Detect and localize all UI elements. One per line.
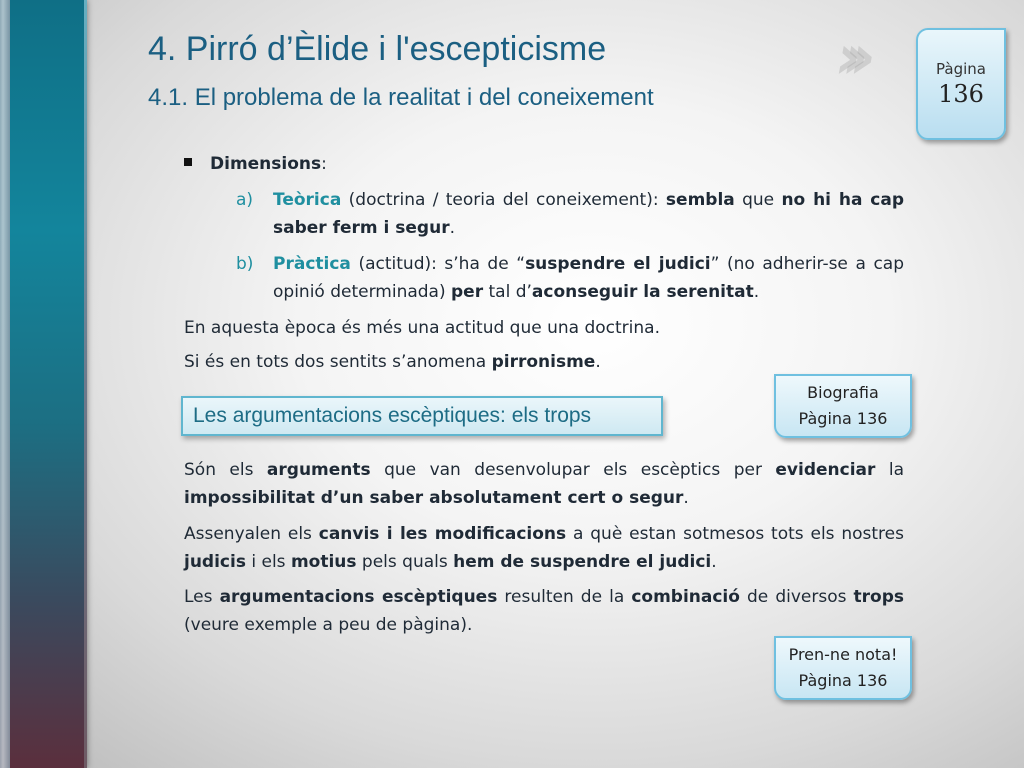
item-text: Pràctica (actitud): s’ha de “suspendre el judici” (no adherir-se a cap opinió determinada) per tal d’aconseguir la serenitat. xyxy=(273,254,904,302)
note-line: Pàgina 136 xyxy=(798,671,888,690)
note-line: Biografia xyxy=(807,383,879,402)
biografia-link[interactable] xyxy=(774,374,912,438)
note-line: Pren-ne nota! xyxy=(788,645,898,664)
dimensions-bullet xyxy=(184,150,327,178)
pren-ne-nota-link[interactable] xyxy=(774,636,912,700)
note-line: Pàgina 136 xyxy=(798,409,888,428)
sidebar-stripe xyxy=(0,0,10,768)
page-reference-box[interactable] xyxy=(916,28,1006,140)
sidebar-band xyxy=(0,0,84,768)
square-bullet-icon xyxy=(184,158,192,166)
paragraph-pirronisme: Si és en tots dos sentits s’anomena pirronisme. xyxy=(184,352,601,372)
sidebar-edge xyxy=(84,0,87,768)
item-text: Teòrica (doctrina / teoria del coneixement): sembla que no hi ha cap saber ferm i segur. xyxy=(273,190,904,238)
list-item-practica xyxy=(236,250,904,306)
section-heading-trops: Les argumentacions escèptiques: els trops xyxy=(181,396,663,436)
paragraph-canvis: Assenyalen els canvis i les modificacions a què estan sotmesos tots els nostres judicis i els motius pels quals hem de suspendre el judici. xyxy=(184,524,904,572)
paragraph-trops: Les argumentacions escèptiques resulten de la combinació de diversos trops (veure exemple a peu de pàgina). xyxy=(184,587,905,635)
item-marker: a) xyxy=(236,190,254,210)
page-number: 136 xyxy=(938,80,984,108)
chevron-decoration-icon: ››› xyxy=(829,20,866,93)
page-label: Pàgina xyxy=(936,60,986,78)
list-item-teorica xyxy=(236,186,904,242)
item-marker: b) xyxy=(236,254,254,274)
slide-subtitle: 4.1. El problema de la realitat i del coneixement xyxy=(148,84,654,111)
paragraph-epoca: En aquesta època és més una actitud que una doctrina. xyxy=(184,318,660,338)
slide-title: 4. Pirró d’Èlide i l'escepticisme xyxy=(148,30,607,68)
dimensions-colon: : xyxy=(321,154,327,174)
paragraph-arguments: Són els arguments que van desenvolupar els escèptics per evidenciar la impossibilitat d’un saber absolutament cert o segur. xyxy=(184,460,904,508)
dimensions-label: Dimensions xyxy=(210,154,322,174)
